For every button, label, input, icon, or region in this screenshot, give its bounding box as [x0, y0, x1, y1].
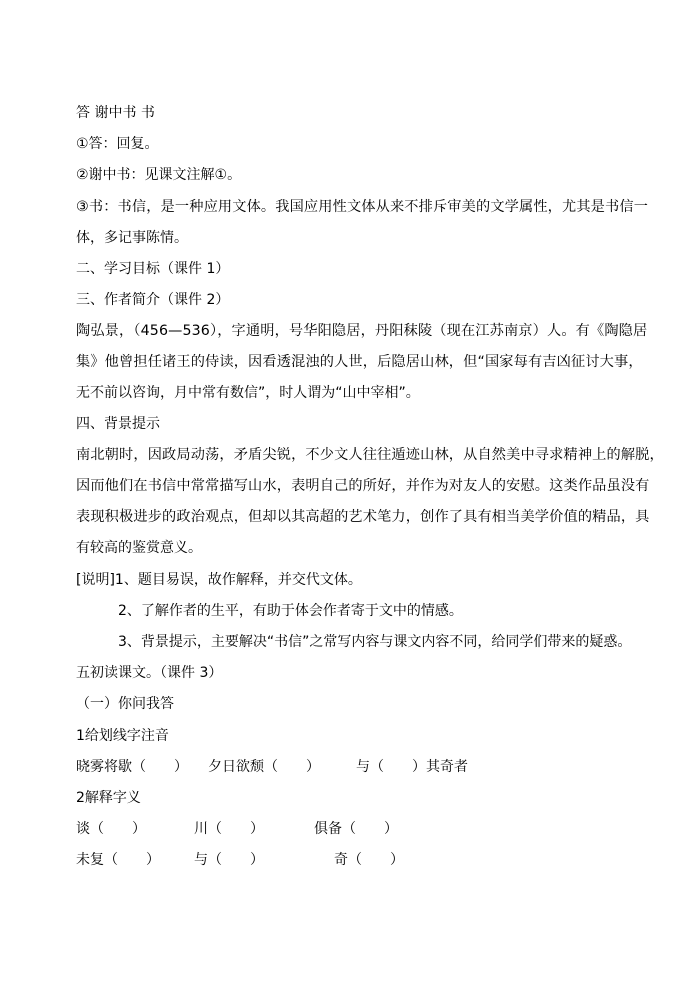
meaning-blank-4: 未复（ ） [76, 852, 160, 868]
pinyin-blank-3: 与（ ）其奇者 [356, 759, 468, 775]
author-line-2: 集》他曾担任诸王的侍读，因看透混浊的人世，后隐居山林，但“国家每有吉凶征讨大事， [76, 354, 643, 370]
meaning-blank-2: 川（ ） [194, 821, 264, 837]
pinyin-blank-1: 晓雾将歇（ ） [76, 759, 188, 775]
section-background: 四、背景提示 [76, 416, 160, 432]
pinyin-blank-2: 夕日欲颓（ ） [208, 759, 320, 775]
section-first-reading: 五初读课文。（课件 3） [76, 665, 223, 681]
meaning-blank-5: 与（ ） [194, 852, 264, 868]
title-line: 答 谢中书 书 [76, 105, 155, 121]
note-2: ②谢中书：见课文注解①。 [76, 167, 242, 183]
explain-line-2: 2、了解作者的生平，有助于体会作者寄于文中的情感。 [118, 603, 463, 619]
section-learning-goals: 二、学习目标（课件 1） [76, 261, 230, 277]
background-line-4: 有较高的鉴赏意义。 [76, 540, 202, 556]
explain-line-3: 3、背景提示，主要解决“书信”之常写内容与课文内容不同，给同学们带来的疑惑。 [118, 634, 632, 650]
explain-line-1: [说明]1、题目易误，故作解释，并交代文体。 [76, 572, 362, 588]
note-3-cont: 体，多记事陈情。 [76, 230, 188, 246]
meaning-blank-3: 俱备（ ） [314, 821, 398, 837]
question-1-title: 1给划线字注音 [76, 728, 169, 744]
author-line-3: 无不前以咨询，月中常有数信”，时人谓为“山中宰相”。 [76, 385, 420, 401]
subsection-qa: （一）你问我答 [76, 696, 174, 712]
author-line-1: 陶弘景，（456—536），字通明，号华阳隐居，丹阳秣陵（现在江苏南京）人。有《陶隐居 [76, 323, 648, 339]
background-line-3: 表现积极进步的政治观点，但却以其高超的艺术笔力，创作了具有相当美学价值的精品，具 [76, 509, 650, 525]
question-2-row-1 [76, 820, 636, 838]
meaning-blank-6: 奇（ ） [334, 852, 404, 868]
note-3: ③书：书信，是一种应用文体。我国应用性文体从来不排斥审美的文学属性，尤其是书信一 [76, 199, 649, 215]
background-line-2: 因而他们在书信中常常描写山水，表明自己的所好，并作为对友人的安慰。这类作品虽没有 [76, 478, 650, 494]
meaning-blank-1: 谈（ ） [76, 821, 146, 837]
background-line-1: 南北朝时，因政局动荡，矛盾尖锐，不少文人往往遁迹山林，从自然美中寻求精神上的解脱， [76, 447, 664, 463]
section-author-intro: 三、作者简介（课件 2） [76, 292, 230, 308]
question-1-row [76, 758, 636, 776]
note-1: ①答：回复。 [76, 136, 159, 152]
question-2-row-2 [76, 851, 636, 869]
question-2-title: 2解释字义 [76, 790, 141, 806]
